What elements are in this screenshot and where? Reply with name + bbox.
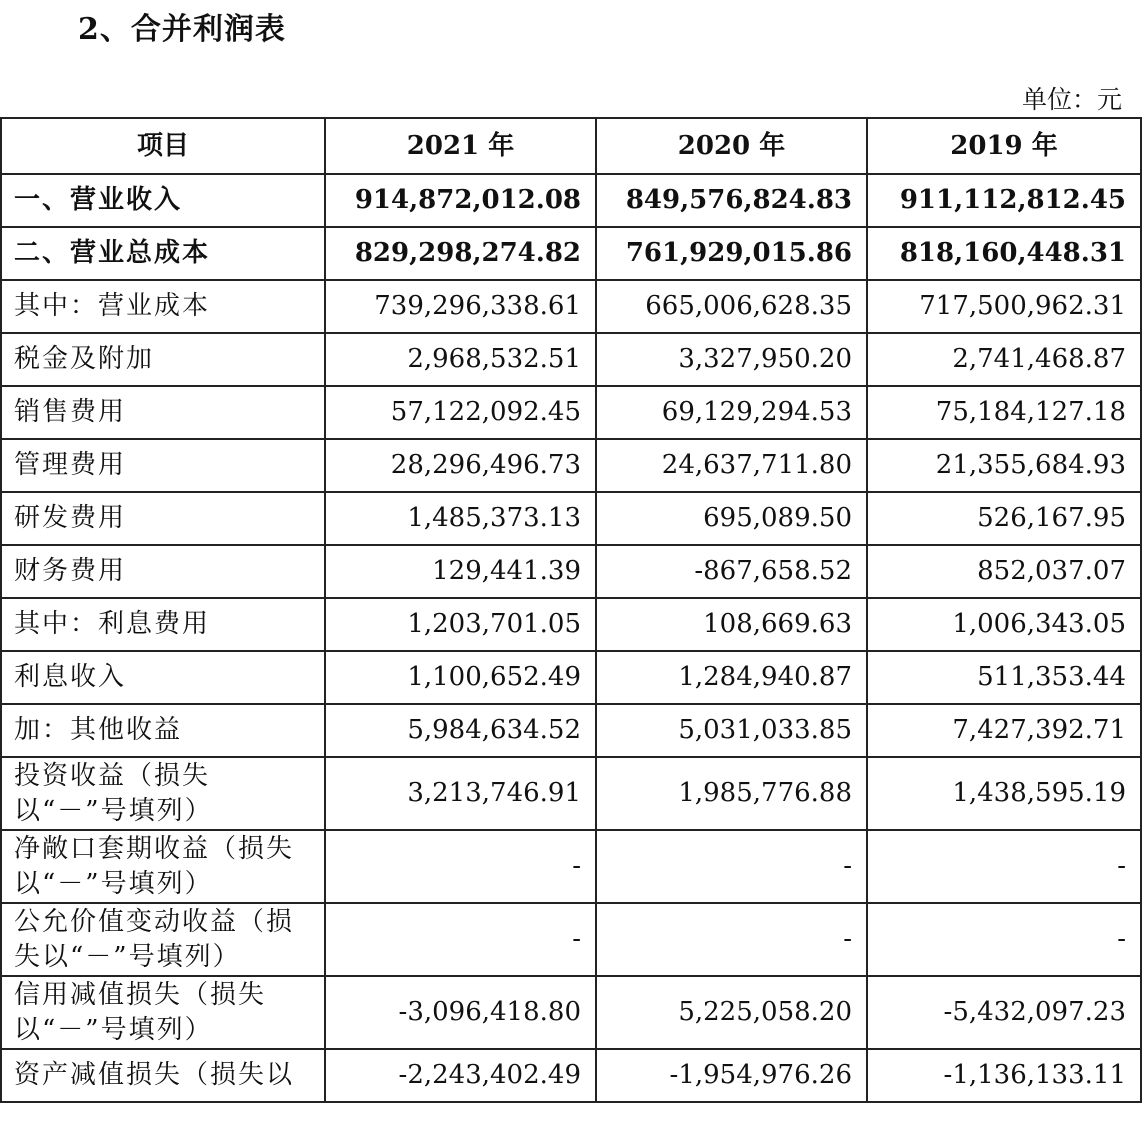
cell-2021: -	[325, 830, 596, 903]
cell-2019: 852,037.07	[867, 545, 1141, 598]
table-row	[1, 757, 1141, 830]
cell-2021: 739,296,338.61	[325, 280, 596, 333]
cell-2020: 761,929,015.86	[596, 227, 867, 280]
cell-2019: 1,006,343.05	[867, 598, 1141, 651]
cell-2021: -2,243,402.49	[325, 1049, 596, 1102]
header-item: 项目	[1, 118, 325, 174]
cell-2019: -1,136,133.11	[867, 1049, 1141, 1102]
cell-2019: 511,353.44	[867, 651, 1141, 704]
cell-2020: -	[596, 830, 867, 903]
table-row	[1, 704, 1141, 757]
cell-2020: -867,658.52	[596, 545, 867, 598]
row-label: 销售费用	[1, 386, 325, 439]
cell-2019: 7,427,392.71	[867, 704, 1141, 757]
cell-2019: 911,112,812.45	[867, 174, 1141, 227]
table-row	[1, 492, 1141, 545]
cell-2019: 75,184,127.18	[867, 386, 1141, 439]
cell-2021: 5,984,634.52	[325, 704, 596, 757]
income-statement-table	[0, 117, 1142, 1103]
cell-2021: 3,213,746.91	[325, 757, 596, 830]
cell-2019: 717,500,962.31	[867, 280, 1141, 333]
table-row	[1, 1049, 1141, 1102]
table-row	[1, 439, 1141, 492]
cell-2019: 1,438,595.19	[867, 757, 1141, 830]
cell-2021: -3,096,418.80	[325, 976, 596, 1049]
table-row	[1, 227, 1141, 280]
table-row	[1, 386, 1141, 439]
cell-2020: 1,985,776.88	[596, 757, 867, 830]
row-label: 一、营业收入	[1, 174, 325, 227]
cell-2021: 57,122,092.45	[325, 386, 596, 439]
cell-2020: 665,006,628.35	[596, 280, 867, 333]
cell-2021: -	[325, 903, 596, 976]
cell-2019: 526,167.95	[867, 492, 1141, 545]
table-row	[1, 280, 1141, 333]
cell-2020: 108,669.63	[596, 598, 867, 651]
cell-2020: 69,129,294.53	[596, 386, 867, 439]
table-row	[1, 598, 1141, 651]
cell-2019: 2,741,468.87	[867, 333, 1141, 386]
header-2019: 2019 年	[867, 118, 1141, 174]
cell-2020: -1,954,976.26	[596, 1049, 867, 1102]
row-label: 公允价值变动收益（损失以“－”号填列）	[1, 903, 325, 976]
cell-2020: 1,284,940.87	[596, 651, 867, 704]
cell-2021: 1,203,701.05	[325, 598, 596, 651]
row-label: 研发费用	[1, 492, 325, 545]
row-label: 管理费用	[1, 439, 325, 492]
cell-2020: 849,576,824.83	[596, 174, 867, 227]
row-label: 加：其他收益	[1, 704, 325, 757]
row-label: 投资收益（损失以“－”号填列）	[1, 757, 325, 830]
cell-2019: 818,160,448.31	[867, 227, 1141, 280]
cell-2020: 5,031,033.85	[596, 704, 867, 757]
table-row	[1, 976, 1141, 1049]
table-row	[1, 545, 1141, 598]
table-row	[1, 830, 1141, 903]
cell-2021: 2,968,532.51	[325, 333, 596, 386]
cell-2019: -5,432,097.23	[867, 976, 1141, 1049]
cell-2020: 5,225,058.20	[596, 976, 867, 1049]
cell-2021: 129,441.39	[325, 545, 596, 598]
cell-2020: 695,089.50	[596, 492, 867, 545]
row-label: 财务费用	[1, 545, 325, 598]
cell-2020: 24,637,711.80	[596, 439, 867, 492]
cell-2019: -	[867, 903, 1141, 976]
header-2020: 2020 年	[596, 118, 867, 174]
cell-2019: -	[867, 830, 1141, 903]
row-label: 利息收入	[1, 651, 325, 704]
section-title: 2、合并利润表	[78, 12, 286, 47]
table-row	[1, 651, 1141, 704]
unit-label: 单位：元	[1021, 85, 1122, 114]
table-row	[1, 333, 1141, 386]
row-label: 其中：营业成本	[1, 280, 325, 333]
row-label: 信用减值损失（损失以“－”号填列）	[1, 976, 325, 1049]
cell-2021: 28,296,496.73	[325, 439, 596, 492]
cell-2020: 3,327,950.20	[596, 333, 867, 386]
table-row	[1, 174, 1141, 227]
cell-2021: 914,872,012.08	[325, 174, 596, 227]
row-label: 其中：利息费用	[1, 598, 325, 651]
cell-2021: 1,100,652.49	[325, 651, 596, 704]
cell-2020: -	[596, 903, 867, 976]
table-header-row	[1, 118, 1141, 174]
row-label: 资产减值损失（损失以	[1, 1049, 325, 1102]
row-label: 税金及附加	[1, 333, 325, 386]
row-label: 二、营业总成本	[1, 227, 325, 280]
cell-2019: 21,355,684.93	[867, 439, 1141, 492]
cell-2021: 829,298,274.82	[325, 227, 596, 280]
row-label: 净敞口套期收益（损失以“－”号填列）	[1, 830, 325, 903]
header-2021: 2021 年	[325, 118, 596, 174]
cell-2021: 1,485,373.13	[325, 492, 596, 545]
table-row	[1, 903, 1141, 976]
